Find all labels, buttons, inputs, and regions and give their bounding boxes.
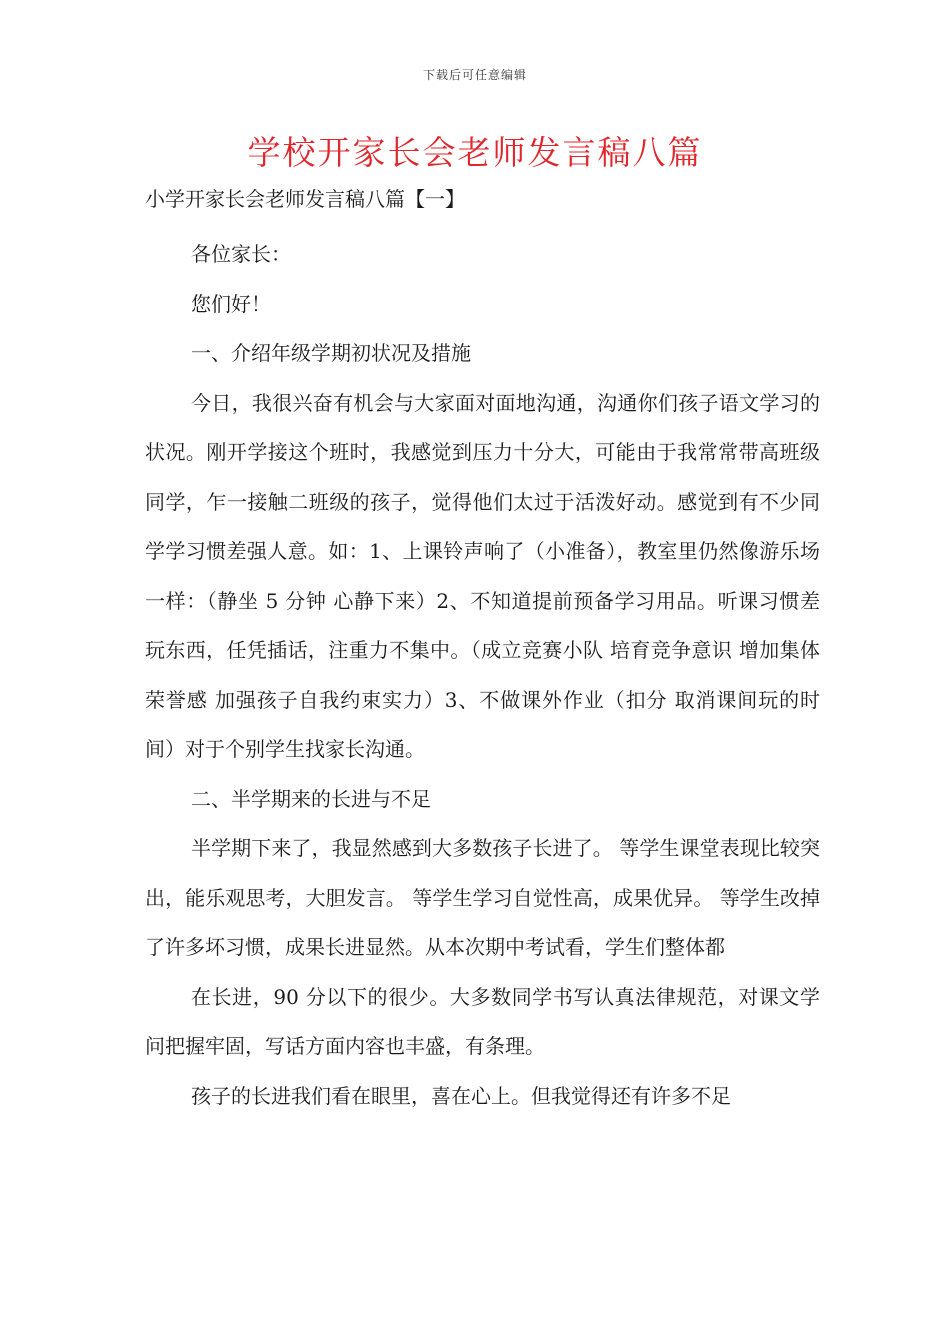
paragraph-body-2: 半学期下来了，我显然感到大多数孩子长进了。 等学生课堂表现比较突出，能乐观思考，大胆发言。 等学生学习自觉性高，成果优异。 等学生改掉了许多坏习惯，成果长进显然。从本次期中考试看，学生们整体都 — [145, 836, 820, 959]
paragraph-greeting: 各位家长： — [191, 242, 291, 266]
paragraph-body-4: 孩子的长进我们看在眼里，喜在心上。但我觉得还有许多不足 — [191, 1083, 731, 1108]
paragraph-body-1: 今日，我很兴奋有机会与大家面对面地沟通，沟通你们孩子语文学习的状况。刚开学接这个班时，我感觉到压力十分大，可能由于我常常带高班级同学，乍一接触二班级的孩子，觉得他们太过于活泼好动。感觉到有不少同学学习惯差强人意。如：1、上课铃声响了（小准备），教室里仍然像游乐场一样：（静坐 5 分钟 心静下来）2、不知道提前预备学习用品。听课习惯差 玩东西，任凭插话，注重力不集中。（成立竞赛小队 培育竞争意识 增加集体荣誉感 加强孩子自我约束实力）3、不做课外作业（扣分 取消课间玩的时间）对于个别学生找家长沟通。 — [145, 390, 820, 761]
document-body — [145, 180, 820, 1121]
document-title: 学校开家长会老师发言稿八篇 — [247, 133, 703, 172]
paragraph-subheading-1: 一、介绍年级学期初状况及措施 — [191, 341, 471, 365]
paragraph-subheading-2: 二、半学期来的长进与不足 — [191, 786, 431, 811]
header-note: 下载后可任意编辑 — [422, 68, 527, 82]
paragraph-body-3: 在长进，90 分以下的很少。大多数同学书写认真法律规范，对课文学问把握牢固，写话方面内容也丰盛，有条理。 — [145, 984, 820, 1058]
paragraph-salutation: 您们好！ — [191, 291, 271, 316]
section-heading: 小学开家长会老师发言稿八篇【一】 — [145, 187, 465, 211]
